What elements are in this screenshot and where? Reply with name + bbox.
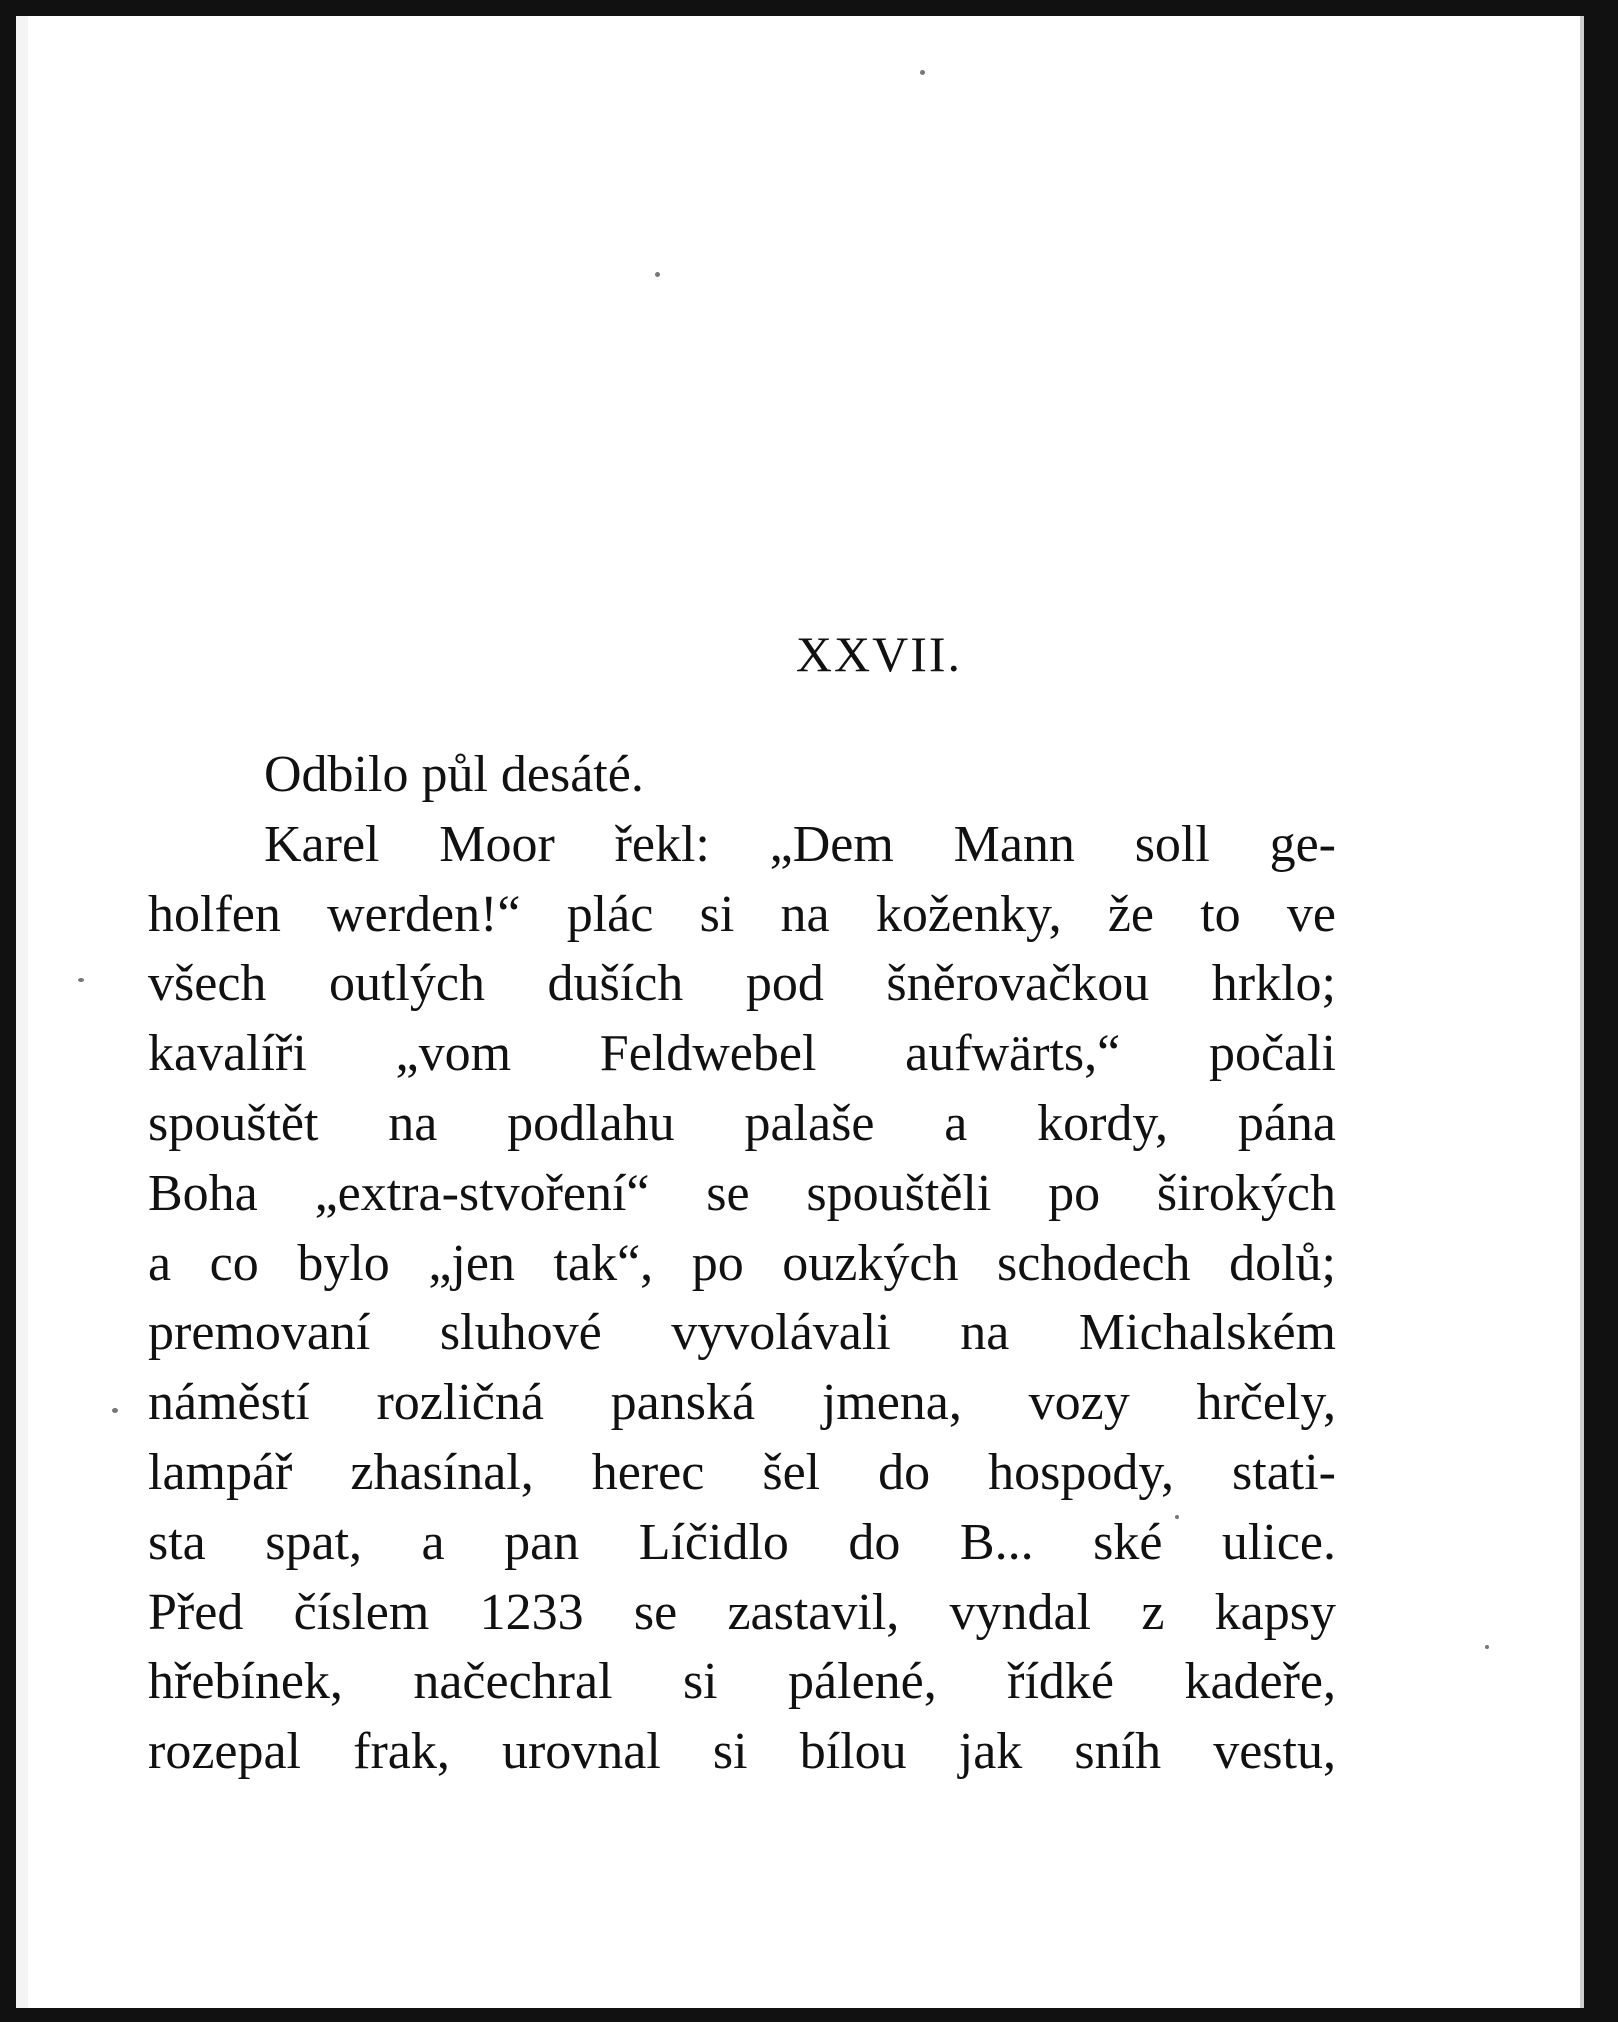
text-line: Boha „extra-stvoření“ se spouštěli po širokých	[148, 1164, 1336, 1222]
scan-border-top	[0, 0, 1618, 16]
text-line: lampář zhasínal, herec šel do hospody, stati-	[148, 1443, 1336, 1501]
text-line: premovaní sluhové vyvolávali na Michalském	[148, 1304, 1336, 1362]
chapter-heading: XXVII.	[795, 626, 963, 682]
text-line: holfen werden!“ plác si na koženky, že to ve	[148, 885, 1336, 943]
scan-border-left	[0, 0, 16, 2022]
text-line: náměstí rozličná panská jmena, vozy hrčely,	[148, 1374, 1336, 1432]
text-line: rozepal frak, urovnal si bílou jak sníh vestu,	[148, 1723, 1336, 1781]
text-line: všech outlých duších pod šněrovačkou hrklo;	[148, 955, 1336, 1013]
text-line: spouštět na podlahu palaše a kordy, pána	[148, 1094, 1336, 1152]
text-line: Odbilo půl desáté.	[264, 746, 644, 803]
text-line: sta spat, a pan Líčidlo do B... ské ulice.	[148, 1513, 1336, 1571]
text-line: a co bylo „jen tak“, po ouzkých schodech dolů;	[148, 1234, 1336, 1292]
scan-border-right	[1584, 0, 1618, 2022]
scan-shadow-right	[1580, 16, 1584, 2022]
scan-speck	[920, 70, 925, 75]
text-line: hřebínek, načechral si pálené, řídké kadeře,	[148, 1653, 1336, 1711]
scan-speck	[655, 272, 660, 277]
scan-speck	[1485, 1645, 1489, 1649]
text-line: kavalíři „vom Feldwebel aufwärts,“ počali	[148, 1025, 1336, 1083]
text-line: Před číslem 1233 se zastavil, vyndal z kapsy	[148, 1583, 1336, 1641]
scan-shadow-left	[16, 16, 28, 2022]
scan-speck	[78, 978, 84, 982]
body-text	[148, 740, 1336, 1787]
scan-border-bottom	[0, 2008, 1618, 2022]
scan-speck	[112, 1408, 118, 1413]
text-line: Karel Moor řekl: „Dem Mann soll ge-	[264, 815, 1336, 873]
